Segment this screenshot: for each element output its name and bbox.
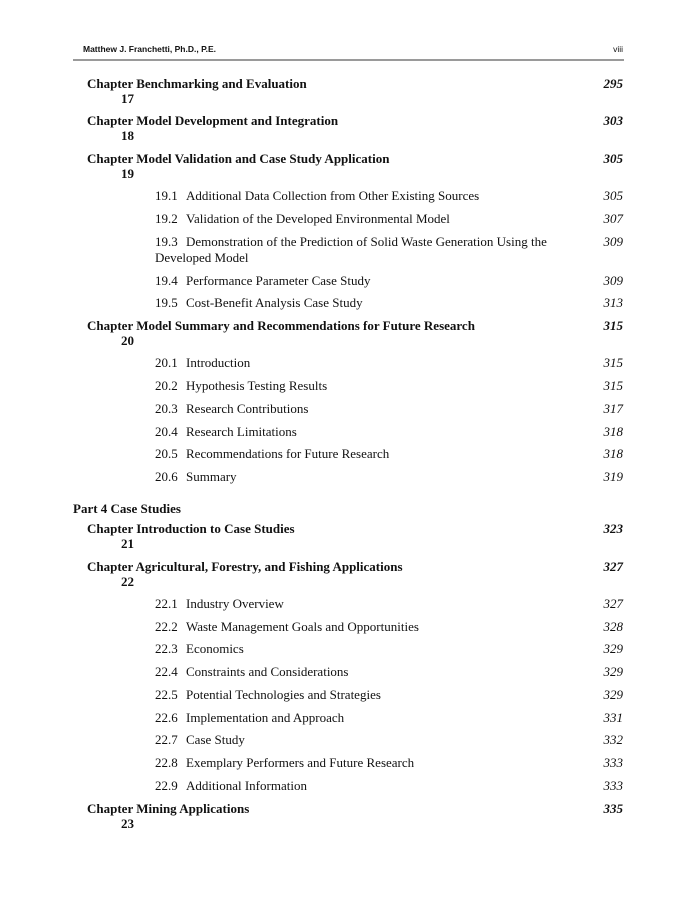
section-page: 332	[603, 732, 623, 747]
chapter-page: 323	[603, 521, 623, 536]
chapter-number: 22	[121, 574, 134, 589]
section-number: 20.4	[155, 424, 178, 439]
section-page: 313	[603, 295, 623, 310]
section-number: 22.9	[155, 778, 178, 793]
section-title: Industry Overview	[186, 596, 284, 611]
section-title: Waste Management Goals and Opportunities	[186, 619, 419, 634]
section-page: 305	[603, 188, 623, 203]
chapter-number: 18	[121, 128, 134, 143]
chapter-page: 295	[603, 76, 623, 91]
section-page: 333	[603, 778, 623, 793]
section-number: 22.8	[155, 755, 178, 770]
chapter-page: 303	[603, 113, 623, 128]
header-rule	[73, 59, 624, 61]
section-number: 20.3	[155, 401, 178, 416]
chapter-number: 17	[121, 91, 134, 106]
chapter-number: 20	[121, 333, 134, 348]
section-title: Research Contributions	[186, 401, 309, 416]
header-page-number: viii	[613, 44, 623, 54]
section-page: 318	[603, 446, 623, 461]
section-title: Hypothesis Testing Results	[186, 378, 328, 393]
section-page: 315	[603, 355, 623, 370]
section-title: Cost-Benefit Analysis Case Study	[186, 295, 363, 310]
section-page: 309	[603, 234, 623, 249]
section-title: Case Study	[186, 732, 245, 747]
section-title: Validation of the Developed Environmental Model	[186, 211, 450, 226]
section-page: 329	[603, 687, 623, 702]
section-page: 319	[603, 469, 623, 484]
section-number: 20.6	[155, 469, 178, 484]
section-page: 317	[603, 401, 623, 416]
chapter-number: 23	[121, 816, 134, 831]
section-page: 333	[603, 755, 623, 770]
section-title: Constraints and Considerations	[186, 664, 349, 679]
section-page: 315	[603, 378, 623, 393]
chapter-number: 21	[121, 536, 134, 551]
chapter-page: 335	[603, 801, 623, 816]
section-title: Additional Data Collection from Other Existing Sources	[186, 188, 480, 203]
section-page: 309	[603, 273, 623, 288]
section-number: 19.4	[155, 273, 178, 288]
section-number: 19.2	[155, 211, 178, 226]
section-number: 19.1	[155, 188, 178, 203]
toc-part-4-heading[interactable]: Part 4 Case Studies	[73, 501, 181, 516]
section-title: Economics	[186, 641, 244, 656]
chapter-title: Chapter Model Summary and Recommendations for Future Research	[87, 318, 475, 333]
section-title-continued: Developed Model	[155, 250, 249, 265]
chapter-title: Chapter Introduction to Case Studies	[87, 521, 295, 536]
section-title: Recommendations for Future Research	[186, 446, 390, 461]
section-title: Potential Technologies and Strategies	[186, 687, 381, 702]
section-number: 22.1	[155, 596, 178, 611]
section-page: 329	[603, 664, 623, 679]
section-title: Summary	[186, 469, 237, 484]
section-title: Performance Parameter Case Study	[186, 273, 371, 288]
section-number: 22.2	[155, 619, 178, 634]
section-number: 19.5	[155, 295, 178, 310]
section-title: Demonstration of the Prediction of Solid Waste Generation Using the	[186, 234, 547, 249]
chapter-number: 19	[121, 166, 134, 181]
section-page: 307	[603, 211, 623, 226]
section-number: 20.2	[155, 378, 178, 393]
chapter-page: 305	[603, 151, 623, 166]
section-page: 331	[603, 710, 623, 725]
chapter-title: Chapter Mining Applications	[87, 801, 250, 816]
section-number: 22.4	[155, 664, 178, 679]
chapter-title: Chapter Model Validation and Case Study Application	[87, 151, 390, 166]
header-author: Matthew J. Franchetti, Ph.D., P.E.	[83, 44, 217, 54]
chapter-title: Chapter Benchmarking and Evaluation	[87, 76, 307, 91]
running-header	[73, 44, 623, 58]
section-number: 22.6	[155, 710, 178, 725]
section-number: 19.3	[155, 234, 178, 249]
chapter-title: Chapter Model Development and Integration	[87, 113, 339, 128]
section-page: 318	[603, 424, 623, 439]
section-number: 22.7	[155, 732, 178, 747]
section-title: Exemplary Performers and Future Research	[186, 755, 415, 770]
section-number: 22.3	[155, 641, 178, 656]
section-page: 328	[603, 619, 623, 634]
section-number: 20.5	[155, 446, 178, 461]
section-title: Additional Information	[186, 778, 307, 793]
section-title: Research Limitations	[186, 424, 297, 439]
chapter-title: Chapter Agricultural, Forestry, and Fishing Applications	[87, 559, 403, 574]
chapter-page: 315	[603, 318, 623, 333]
section-title: Introduction	[186, 355, 251, 370]
section-number: 22.5	[155, 687, 178, 702]
chapter-page: 327	[603, 559, 623, 574]
section-page: 329	[603, 641, 623, 656]
section-title: Implementation and Approach	[186, 710, 345, 725]
section-number: 20.1	[155, 355, 178, 370]
section-page: 327	[603, 596, 623, 611]
